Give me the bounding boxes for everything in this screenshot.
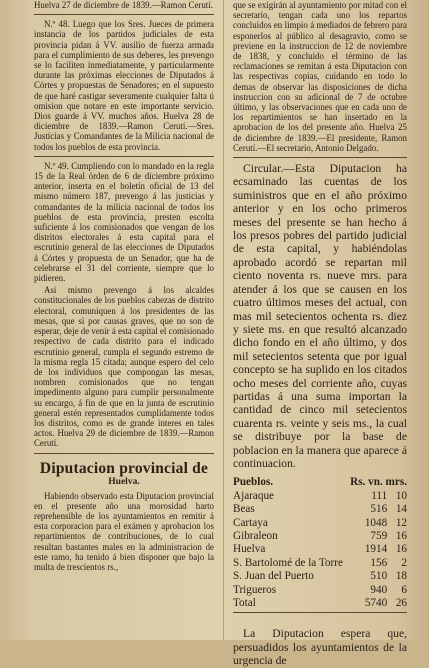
row-rs: 940: [370, 583, 388, 596]
row-mrs: 18: [395, 570, 407, 583]
separator-rule: [34, 156, 214, 157]
separator-rule: [34, 14, 214, 15]
header-amount: Rs. vn. mrs.: [350, 476, 407, 489]
left-signoff-paragraph: Huelva 27 de diciembre de 1839.—Ramon Cerutí.: [34, 0, 213, 10]
section-title: Diputacion provincial de: [39, 459, 209, 477]
distribution-table: [233, 476, 407, 610]
table-row: [233, 490, 407, 503]
table-row: [233, 530, 407, 543]
row-place: Beas: [233, 503, 255, 516]
separator-rule: [233, 157, 407, 158]
total-label: Total: [233, 597, 256, 610]
left-column: [34, 0, 214, 574]
row-rs: 516: [370, 503, 388, 516]
circular-paragraph: Circular.—Esta Diputacion ha ecsaminado las cuentas de los suministros que en el año próximo anterior y en los ocho primeros meses del presente se han hecho á los presos pobres del partido judicial de esta capital, y habiéndolas aprobado acordó se repartan mil ciento noventa rs. nueve mrs. para atender á los que se causen en los cuatro últimos meses del actual, con mas mil setecientos ochenta rs. diez y siete ms. en que resultó alcanzado dicho fondo en el año último, y dos mil setecientos setenta que por igual concepto se ha suplido en los citados ocho meses del corriente año, cuyas partidas á una suma importan la cantidad de cinco mil setecientos cuarenta rs. veinte y seis ms., la cual se distribuye por la base de poblacion en la manera que aparece á continuacion.: [233, 162, 407, 470]
right-column: [233, 0, 407, 668]
row-mrs: 16: [395, 530, 407, 543]
row-rs: 1048: [364, 516, 388, 529]
row-rs: 759: [370, 530, 388, 543]
row-place: S. Juan del Puerto: [233, 570, 314, 583]
section-subtitle: Huelva.: [108, 476, 140, 487]
continued-paragraph: que se exigirán al ayuntamiento por mitad con el secretario, tengan cada uno los repartos concluidos en limpio á mediados de febrero para esponerlos al público al desagravio, como se previene en la instruccion de 12 de noviembre de 1838, y concluido el término de las reclamaciones se remitan á esta Diputacion con las respectivas copias, cuidando en todo lo demas de observar las disposiciones de dicha instruccion con su adicional de 7 de octubre último, y las observaciones que en cada uno de los repartimientos se han insertado en la aprobacion de los del presente año. Huelva 25 de diciembre de 1839.—El presidente, Ramon Cerutí.—El secretario, Antonio Delgado.: [233, 0, 407, 153]
table-row: [233, 517, 407, 530]
notice-49-continuation: Asi mismo prevengo á los alcaldes constitucionales de los pueblos cabezas de distrito electoral, comuniquen á los presidentes de las mesas, que si por causas graves, que no son de esperar, deje de venir á esta capital el comisionado respectivo de cada distrito para el indicado escrutinio general, cumpla el segundo estremo de la misma regla 15 citada; aunque espero del celo de los individuos que compongan las mesas, nombren comisionados que no tengan impedimento alguno para cumplir personalmente su encargo, á fin de que en la junta de escrutinio general estén representados cumplidamente todos los distritos, como es de grande interes en tales actos. Huelva 29 de diciembre de 1839.—Ramon Cerutí.: [34, 285, 214, 449]
row-mrs: 14: [395, 503, 407, 516]
row-mrs: 12: [395, 516, 407, 529]
row-rs: 156: [370, 556, 388, 569]
total-mrs: 26: [395, 597, 407, 610]
notice-48-paragraph: N.º 48. Luego que los Sres. Jueces de primera instancia de los partidos judiciales de esta provincia pidan á VV. ausilio de fuerza armada para el cumplimiento de sus deberes, les prevengo se lo faciliten inmediatamente, y particularmente durante las próximas elecciones de Diputados á Córtes y propuestas de Senadores; en el supuesto de que haré castigar severamente cualquier falta ú omision que notare en este importante servicio. Dios guarde á VV. muchos años. Huelva 28 de diciembre de 1839.—Ramon Cerutí.—Sres. Justicias y Comandantes de la Milicia nacional de todos los pueblos de esta provincia.: [34, 19, 214, 152]
row-mrs: 2: [401, 556, 407, 569]
row-place: Ajaraque: [233, 489, 274, 502]
spacer: [233, 613, 407, 627]
notice-49-paragraph: N.º 49. Cumpliendo con lo mandado en la regla 15 de la Real órden de 6 de diciembre próximo anterior, inserta en el boletín oficial de 13 del mismo número 187, prevengo á las justicias y comandantes de la milicia nacional de todos los pueblos de esta provincia, presten escolta suficiente á los comisionados que vengan de los distritos electorales á esta capital para el escrutinio general de las elecciones de Diputados á Córtes y propuesta de un Senador, que ha de celebrarse el 31 del corriente, siempre que lo pidieren.: [34, 160, 214, 284]
table-row: [233, 584, 407, 597]
row-mrs: 10: [395, 489, 407, 502]
row-place: Cartaya: [233, 516, 268, 529]
row-rs: 510: [370, 570, 388, 583]
row-mrs: 16: [395, 543, 407, 556]
row-place: Gibraleon: [233, 530, 278, 543]
total-row: [233, 597, 407, 610]
row-place: S. Bartolomé de la Torre: [233, 556, 343, 569]
row-mrs: 6: [401, 583, 407, 596]
column-divider: [223, 0, 224, 640]
table-row: [233, 570, 407, 583]
table-row: [233, 557, 407, 570]
table-header-row: [233, 476, 407, 489]
header-place: Pueblos.: [233, 476, 274, 489]
table-row: [233, 503, 407, 516]
separator-rule: [34, 453, 214, 454]
row-rs: 111: [371, 489, 388, 502]
total-rs: 5740: [364, 597, 388, 610]
circular-block: [233, 162, 407, 668]
row-place: Huelva: [233, 543, 266, 556]
closing-paragraph: La Diputacion espera que, persuadidos los ayuntamientos de la urgencia de: [233, 627, 407, 668]
row-place: Trigueros: [233, 583, 277, 596]
diputacion-paragraph: Habiendo observado esta Diputacion provincial en el presente año una morosidad harto reprehensible de los ayuntamientos en remitir á esta corporacion para el exámen y aprobacion los repartimientos de contribuciones, de lo cual resultan bastantes males en la administracion de este ramo, ha tenido á bien disponer que bajo la multa de trescientos rs.,: [34, 490, 214, 572]
row-rs: 1914: [364, 543, 388, 556]
table-row: [233, 543, 407, 556]
